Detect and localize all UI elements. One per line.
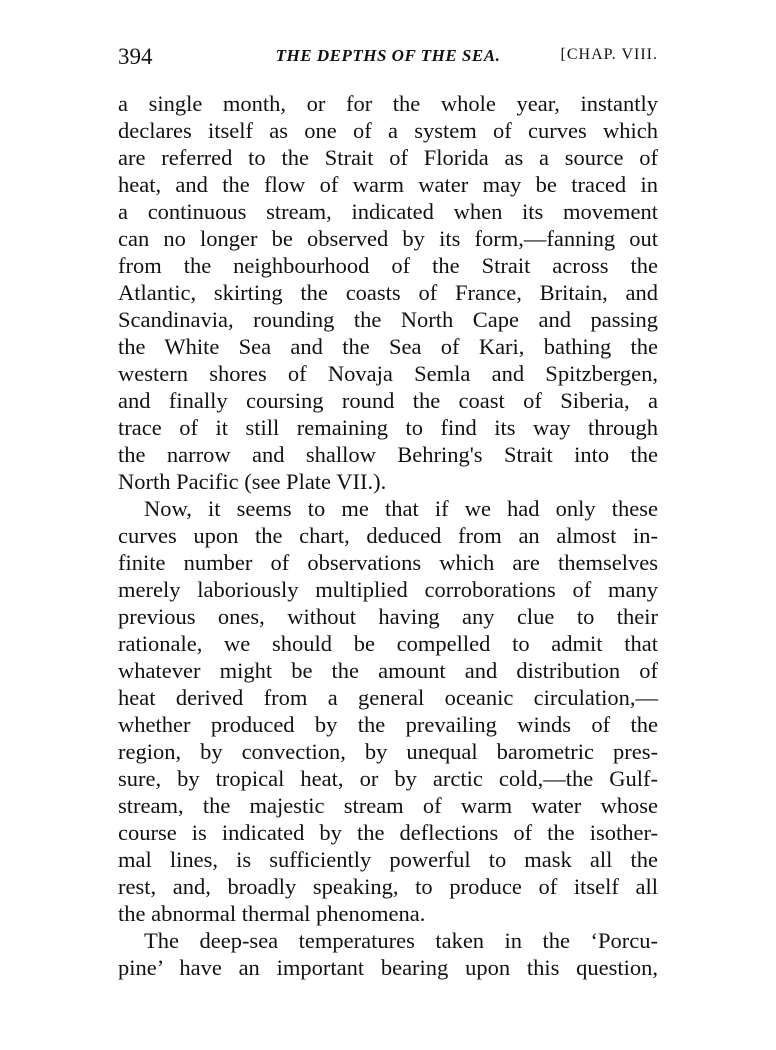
paragraph	[118, 927, 658, 981]
text-line: can no longer be observed by its form,—fanning out	[118, 226, 658, 251]
text-line: Now, it seems to me that if we had only these	[144, 496, 658, 521]
text-line: previous ones, without having any clue to their	[118, 604, 658, 629]
running-title: THE DEPTHS OF THE SEA.	[275, 46, 501, 65]
running-header	[118, 44, 658, 76]
paragraph	[118, 495, 658, 927]
text-line: sure, by tropical heat, or by arctic cold,—the Gulf-	[118, 766, 658, 791]
text-line: trace of it still remaining to find its way through	[118, 415, 658, 440]
text-line: curves upon the chart, deduced from an almost in-	[118, 523, 658, 548]
text-line: Scandinavia, rounding the North Cape and passing	[118, 307, 658, 332]
text-line: Atlantic, skirting the coasts of France, Britain, and	[118, 280, 658, 305]
text-line: region, by convection, by unequal barometric pres-	[118, 739, 658, 764]
text-line: the abnormal thermal phenomena.	[118, 901, 426, 926]
text-line: heat derived from a general oceanic circulation,—	[118, 685, 658, 710]
page-number: 394	[118, 44, 153, 69]
text-line: North Pacific (see Plate VII.).	[118, 469, 387, 494]
text-line: heat, and the flow of warm water may be traced in	[118, 172, 658, 197]
text-line: and finally coursing round the coast of Siberia, a	[118, 388, 658, 413]
text-line: finite number of observations which are themselves	[118, 550, 658, 575]
text-line: merely laboriously multiplied corroborations of many	[118, 577, 658, 602]
text-line: rationale, we should be compelled to admit that	[118, 631, 658, 656]
text-line: stream, the majestic stream of warm water whose	[118, 793, 658, 818]
text-line: whatever might be the amount and distribution of	[118, 658, 658, 683]
text-line: are referred to the Strait of Florida as a source of	[118, 145, 658, 170]
text-line: pine’ have an important bearing upon this question,	[118, 955, 658, 980]
text-line: western shores of Novaja Semla and Spitzbergen,	[118, 361, 658, 386]
text-line: a single month, or for the whole year, instantly	[118, 91, 658, 116]
text-line: whether produced by the prevailing winds of the	[118, 712, 658, 737]
text-line: the narrow and shallow Behring's Strait into the	[118, 442, 658, 467]
text-line: The deep-sea temperatures taken in the ‘Porcu-	[144, 928, 658, 953]
text-line: course is indicated by the deflections of the isother-	[118, 820, 658, 845]
text-line: a continuous stream, indicated when its movement	[118, 199, 658, 224]
text-line: declares itself as one of a system of curves which	[118, 118, 658, 143]
chapter-reference: [CHAP. VIII.	[560, 46, 658, 63]
text-line: mal lines, is sufficiently powerful to mask all the	[118, 847, 658, 872]
text-line: the White Sea and the Sea of Kari, bathing the	[118, 334, 658, 359]
paragraph	[118, 90, 658, 495]
text-line: rest, and, broadly speaking, to produce of itself all	[118, 874, 658, 899]
body-text	[118, 90, 658, 981]
text-line: from the neighbourhood of the Strait across the	[118, 253, 658, 278]
